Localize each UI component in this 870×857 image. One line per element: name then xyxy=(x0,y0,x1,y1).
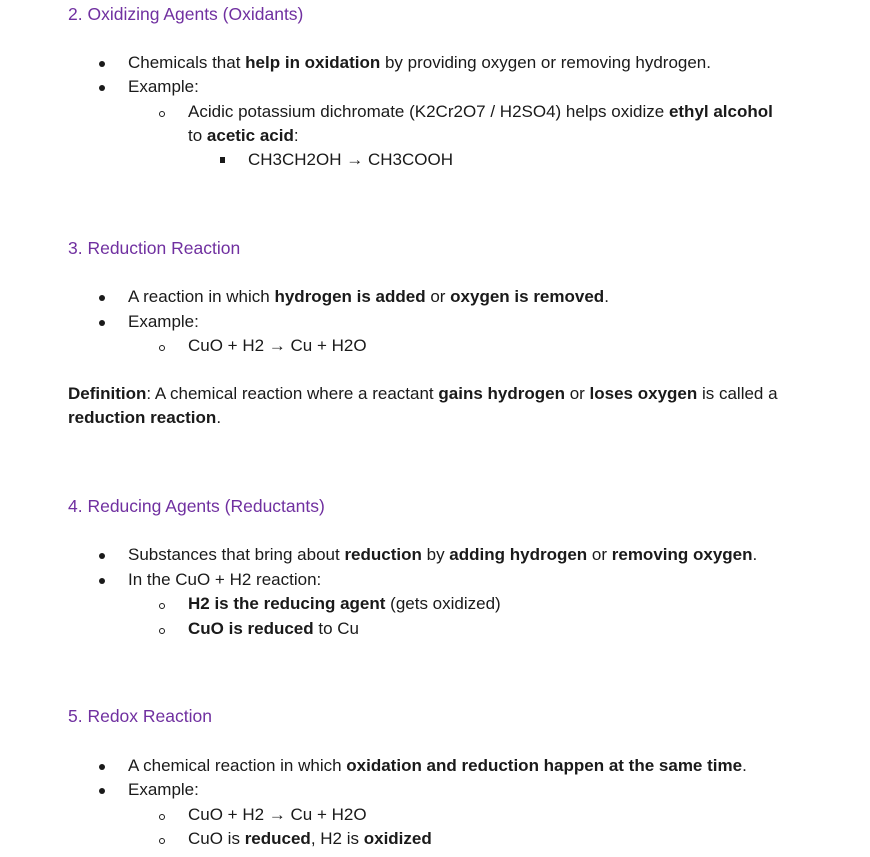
list-item: Example: xyxy=(128,312,199,331)
section-heading-reduction-reaction: 3. Reduction Reaction xyxy=(68,238,241,258)
bullet-dot xyxy=(99,578,105,584)
list-item: A chemical reaction in which oxidation and reduction happen at the same time. xyxy=(128,756,747,775)
equation: CuO + H2 → Cu + H2O xyxy=(188,805,367,824)
equation: CuO + H2 → Cu + H2O xyxy=(188,336,367,355)
bullet-dot xyxy=(99,320,105,326)
list-item: Acidic potassium dichromate (K2Cr2O7 / H2SO4) helps oxidize ethyl alcohol xyxy=(188,102,773,121)
list-item: H2 is the reducing agent (gets oxidized) xyxy=(188,594,501,613)
bullet-dot xyxy=(99,85,105,91)
bullet-dot xyxy=(99,295,105,301)
definition-paragraph: Definition: A chemical reaction where a reactant gains hydrogen or loses oxygen is called a xyxy=(68,384,778,403)
list-item: CuO is reduced, H2 is oxidized xyxy=(188,829,432,848)
list-item: Chemicals that help in oxidation by providing oxygen or removing hydrogen. xyxy=(128,53,711,72)
list-item: Substances that bring about reduction by adding hydrogen or removing oxygen. xyxy=(128,545,758,564)
bullet-dot xyxy=(99,553,105,559)
bullet-circle xyxy=(159,628,165,634)
bullet-square xyxy=(220,157,225,163)
section-heading-reducing-agents: 4. Reducing Agents (Reductants) xyxy=(68,496,325,516)
bullet-dot xyxy=(99,764,105,770)
bullet-dot xyxy=(99,61,105,67)
bullet-circle xyxy=(159,603,165,609)
bullet-circle xyxy=(159,345,165,351)
bullet-circle xyxy=(159,111,165,117)
equation: CH3CH2OH → CH3COOH xyxy=(248,150,453,169)
list-item: Example: xyxy=(128,780,199,799)
list-item: In the CuO + H2 reaction: xyxy=(128,570,322,589)
bullet-dot xyxy=(99,788,105,794)
bullet-circle xyxy=(159,814,165,820)
list-item: Example: xyxy=(128,77,199,96)
section-heading-redox-reaction: 5. Redox Reaction xyxy=(68,706,212,726)
definition-paragraph-continuation: reduction reaction. xyxy=(68,408,222,427)
list-item: A reaction in which hydrogen is added or oxygen is removed. xyxy=(128,287,609,306)
list-item-continuation: to acetic acid: xyxy=(188,126,299,145)
list-item: CuO is reduced to Cu xyxy=(188,619,359,638)
bullet-circle xyxy=(159,838,165,844)
section-heading-oxidizing-agents: 2. Oxidizing Agents (Oxidants) xyxy=(68,4,304,24)
